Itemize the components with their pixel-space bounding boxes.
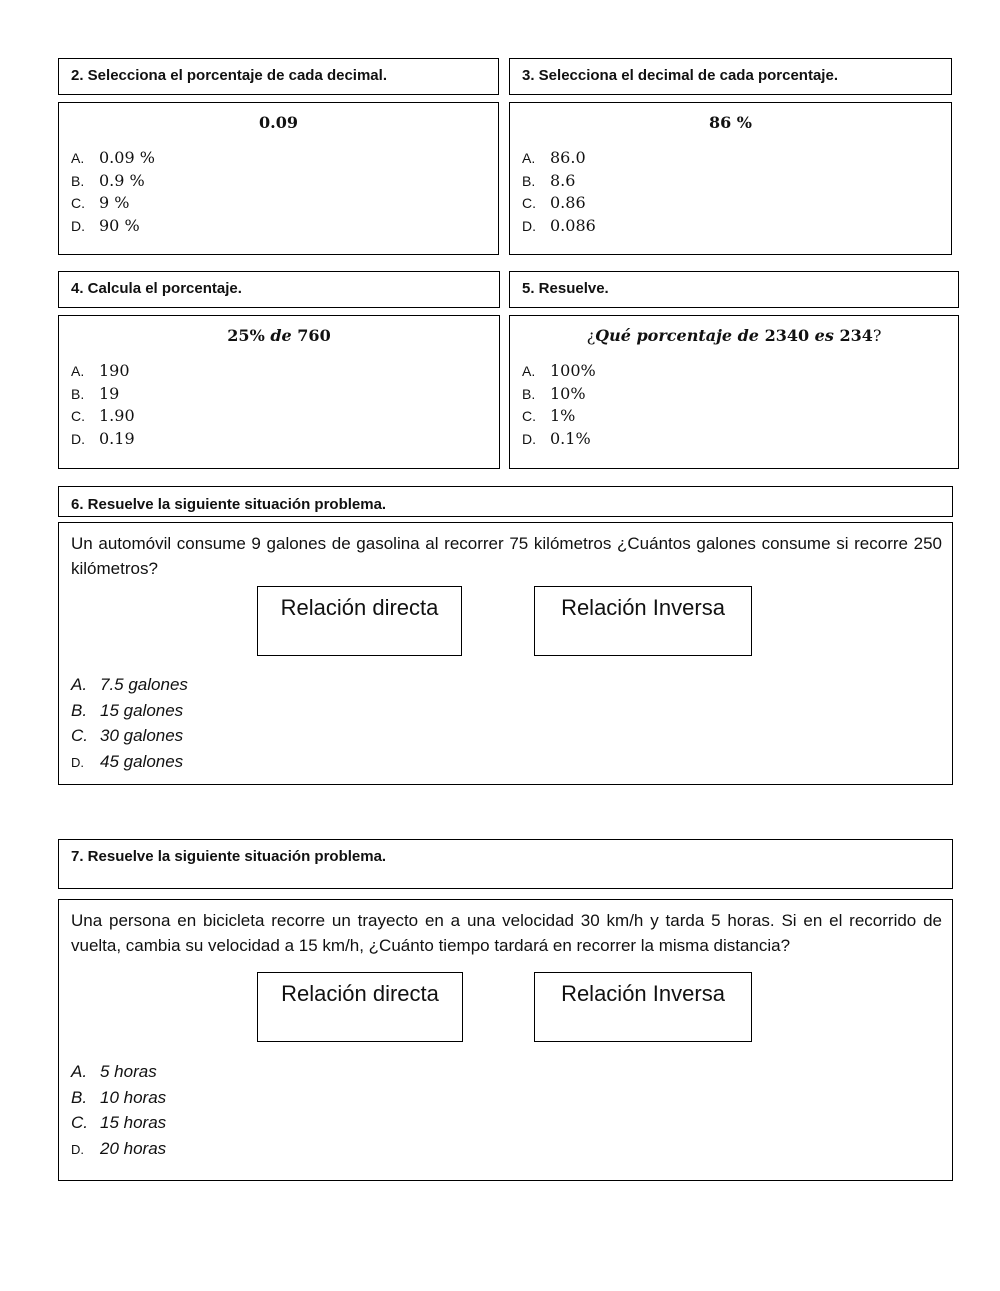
- q7-header: [58, 839, 953, 889]
- q3-body: [509, 102, 952, 255]
- q5-option-c[interactable]: C. 1%: [522, 406, 576, 425]
- q2-option-a[interactable]: A. 0.09 %: [71, 148, 155, 167]
- q3-option-a[interactable]: A. 86.0: [522, 148, 586, 167]
- q3-expression: 86 %: [708, 113, 753, 132]
- q2-option-c[interactable]: C. 9 %: [71, 193, 130, 212]
- q6-option-a[interactable]: A. 7.5 galones: [71, 675, 188, 694]
- q2-option-d[interactable]: D. 90 %: [71, 215, 140, 235]
- q4-option-c[interactable]: C. 1.90: [71, 406, 135, 425]
- q4-body: [58, 315, 500, 469]
- q7-body: [58, 899, 953, 1181]
- q7-option-b[interactable]: B. 10 horas: [71, 1087, 167, 1107]
- q6-header-text: 6. Resuelve la siguiente situación problema.: [71, 496, 387, 513]
- q6-problem-text: Un automóvil consume 9 galones de gasolina al recorrer 75 kilómetros ¿Cuántos galones consume si recorre 250 kilómetros?: [71, 534, 942, 578]
- q3-header-text: 3. Selecciona el decimal de cada porcentaje.: [522, 67, 838, 84]
- q7-option-a[interactable]: A. 5 horas: [71, 1062, 157, 1081]
- q4-option-b[interactable]: B. 19: [71, 383, 120, 403]
- q3-option-b[interactable]: B. 8.6: [522, 170, 576, 190]
- q6-option-b[interactable]: B. 15 galones: [71, 700, 184, 720]
- q2-options: [71, 147, 155, 237]
- q7-option-d[interactable]: D. 20 horas: [71, 1138, 167, 1158]
- q4-option-d[interactable]: D. 0.19: [71, 428, 135, 448]
- q5-option-b[interactable]: B. 10%: [522, 383, 586, 403]
- q4-expression: 25% de 760: [227, 326, 331, 345]
- q3-option-d[interactable]: D. 0.086: [522, 215, 596, 235]
- q5-header: [509, 271, 959, 308]
- q7-relation-direct-box[interactable]: Relación directa: [257, 972, 463, 1042]
- q5-options: [522, 360, 596, 450]
- q5-body: [509, 315, 959, 469]
- q5-option-d[interactable]: D. 0.1%: [522, 428, 591, 448]
- q6-option-d[interactable]: D. 45 galones: [71, 751, 184, 771]
- q6-header: [58, 486, 953, 517]
- q7-problem-text: Una persona en bicicleta recorre un trayecto en a una velocidad 30 km/h y tarda 5 horas. Si en el recorrido de vuelta, cambia su velocidad a 15 km/h, ¿Cuánto tiempo tardará en recorrer la misma distancia?: [71, 911, 942, 955]
- q4-options: [71, 360, 135, 450]
- q6-option-c[interactable]: C. 30 galones: [71, 726, 184, 745]
- q4-header: [58, 271, 500, 308]
- q6-body: [58, 522, 953, 785]
- q7-options: [71, 1059, 166, 1161]
- q2-expression: 0.09: [259, 113, 298, 132]
- q3-option-c[interactable]: C. 0.86: [522, 193, 586, 212]
- q2-option-b[interactable]: B. 0.9 %: [71, 170, 145, 190]
- q5-option-a[interactable]: A. 100%: [522, 361, 596, 380]
- q6-relation-inverse-box[interactable]: Relación Inversa: [534, 586, 752, 656]
- q2-header: [58, 58, 499, 95]
- q6-relation-direct-box[interactable]: Relación directa: [257, 586, 462, 656]
- q4-option-a[interactable]: A. 190: [71, 361, 130, 380]
- q7-option-c[interactable]: C. 15 horas: [71, 1113, 167, 1132]
- q2-body: [58, 102, 499, 255]
- q3-options: [522, 147, 596, 237]
- q7-header-text: 7. Resuelve la siguiente situación problema.: [71, 848, 387, 865]
- q7-relation-inverse-box[interactable]: Relación Inversa: [534, 972, 752, 1042]
- q5-header-text: 5. Resuelve.: [522, 280, 609, 297]
- q3-header: [509, 58, 952, 95]
- q6-options: [71, 672, 188, 774]
- q2-header-text: 2. Selecciona el porcentaje de cada decimal.: [71, 67, 387, 84]
- q4-header-text: 4. Calcula el porcentaje.: [71, 280, 242, 297]
- q5-expression: ¿Qué porcentaje de 2340 es 234?: [586, 326, 882, 345]
